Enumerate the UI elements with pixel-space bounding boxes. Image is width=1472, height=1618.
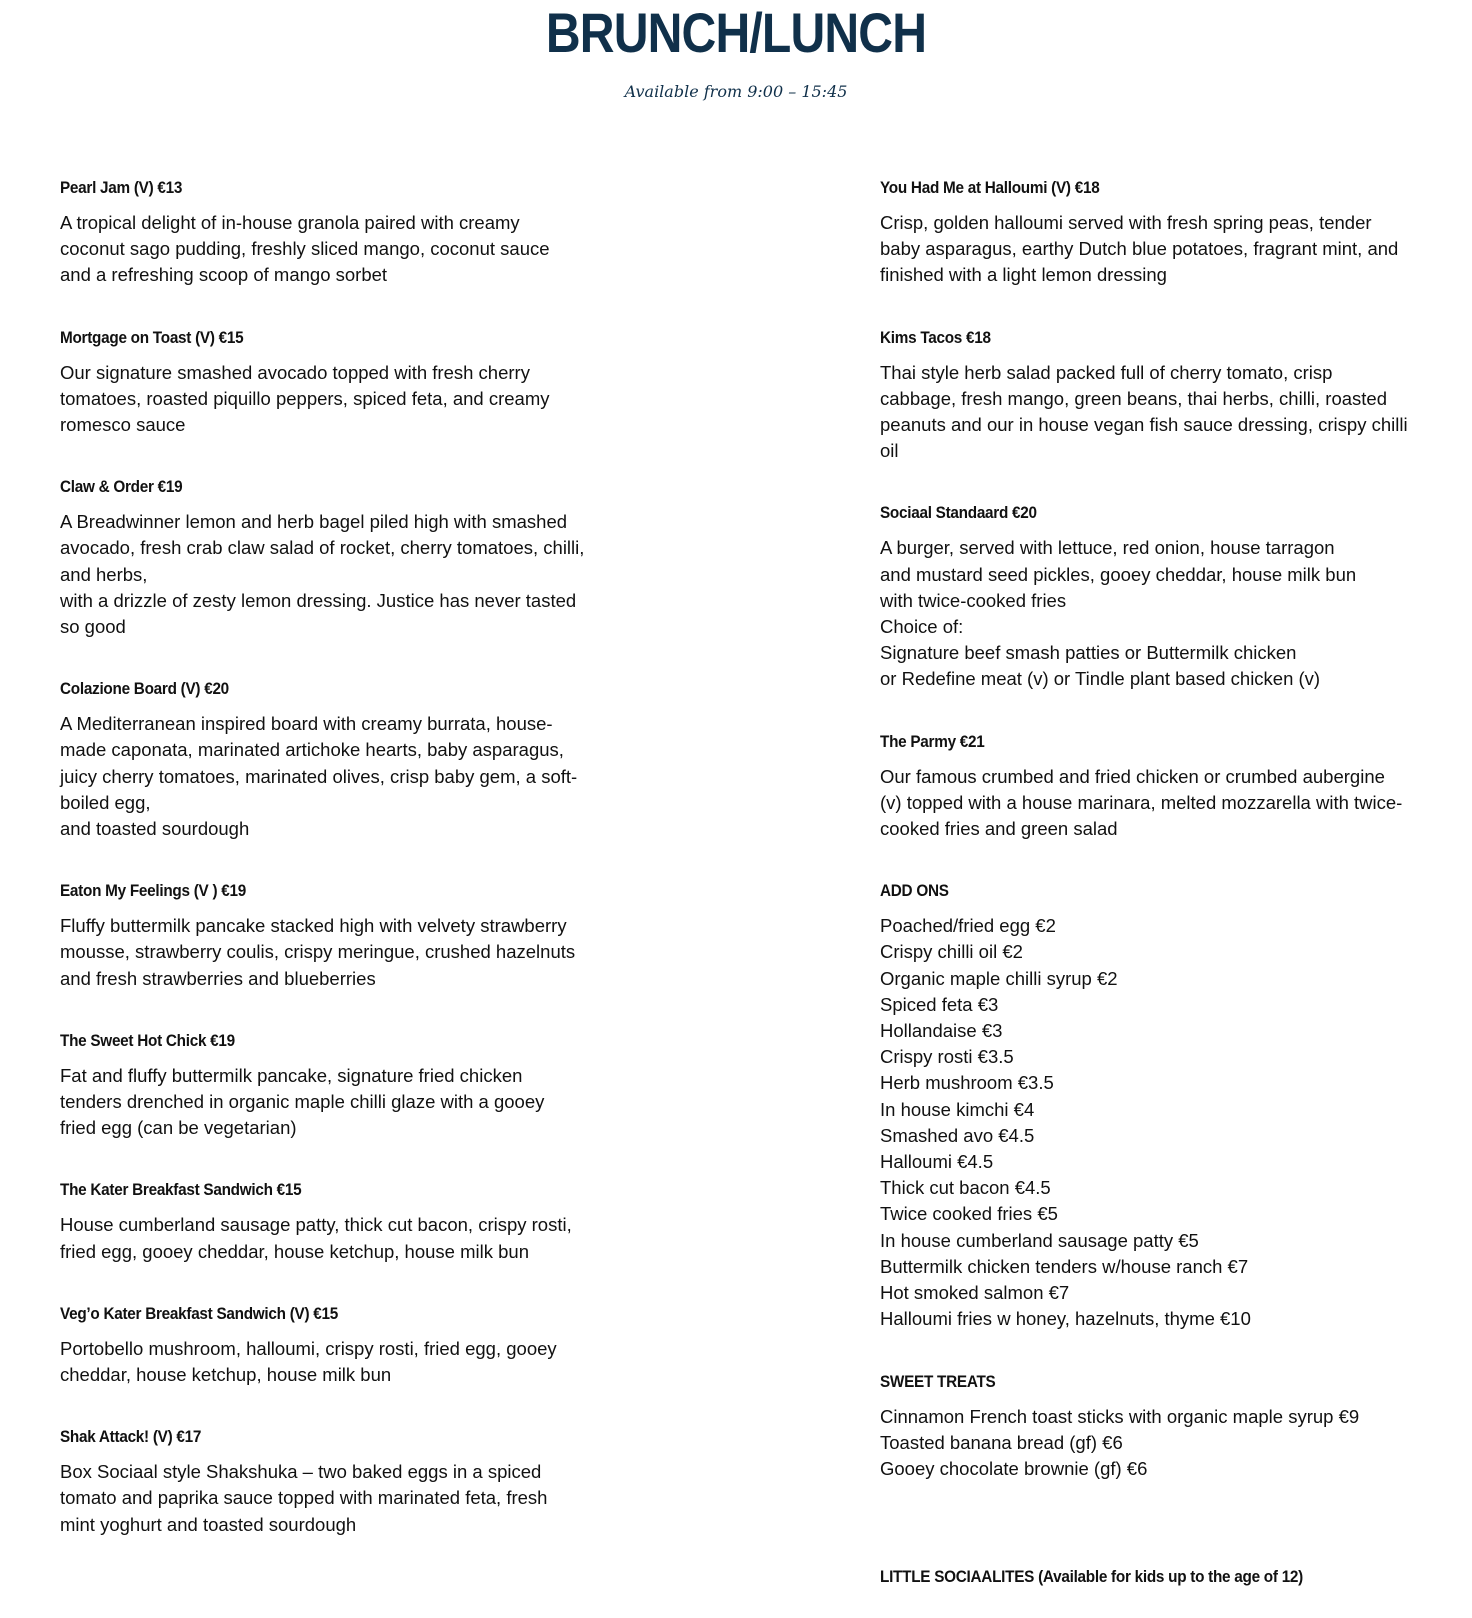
description-line: with twice-cooked fries [880,589,1067,611]
description-line: cabbage, fresh mango, green beans, thai herbs, chilli, roasted [880,387,1388,409]
description-line: cooked fries and green salad [880,818,1118,840]
description-line: fried egg, gooey cheddar, house ketchup, house milk bun [60,1240,529,1262]
menu-item-name: ADD ONS [880,881,949,901]
menu-item-name: LITTLE SOCIAALITES (Available for kids up to the age of 12) [880,1567,1303,1587]
description-line: or Redefine meat (v) or Tindle plant based chicken (v) [880,668,1321,690]
menu-item-description [880,764,1440,843]
description-line: and toasted sourdough [60,818,250,840]
menu-item-name: Claw & Order €19 [60,477,183,497]
description-line: Halloumi fries w honey, hazelnuts, thyme €10 [880,1308,1251,1330]
description-line: fried egg (can be vegetarian) [60,1117,297,1139]
description-line: juicy cherry tomatoes, marinated olives, crisp baby gem, a soft- [60,765,578,787]
page-title: BRUNCH/LUNCH [545,1,927,64]
menu-item-description [60,1212,600,1264]
menu-item [880,1566,1440,1599]
menu-item-description [60,913,600,992]
description-line: Smashed avo €4.5 [880,1124,1035,1146]
description-line: Buttermilk chicken tenders w/house ranch €7 [880,1255,1249,1277]
availability-subtitle: Available from 9:00 – 15:45 [624,82,848,101]
menu-item [880,731,1440,843]
menu-item-name: The Sweet Hot Chick €19 [60,1030,235,1050]
menu-item-description [60,1336,600,1388]
menu-item-name: Mortgage on Toast (V) €15 [60,327,244,347]
menu-item-name: Veg’o Kater Breakfast Sandwich (V) €15 [60,1303,339,1323]
menu-item-name: You Had Me at Halloumi (V) €18 [880,178,1100,197]
description-line: with a drizzle of zesty lemon dressing. Justice has never tasted [60,589,577,611]
menu-item-name: SWEET TREATS [880,1371,996,1391]
description-line: peanuts and our in house vegan fish sauce dressing, crispy chilli [880,414,1408,436]
description-line: oil [880,440,899,462]
description-line: tenders drenched in organic maple chilli glaze with a gooey [60,1091,545,1113]
menu-item [60,1426,600,1538]
menu-item-name: Sociaal Standaard €20 [880,503,1037,523]
description-line: avocado, fresh crab claw salad of rocket, cherry tomatoes, chilli, [60,537,585,559]
description-line: boiled egg, [60,791,151,813]
description-line: tomatoes, roasted piquillo peppers, spiced feta, and creamy [60,387,550,409]
menu-item [880,880,1440,1332]
menu-item [880,502,1440,692]
description-line: Halloumi €4.5 [880,1151,994,1173]
menu-item-description [60,210,600,289]
description-line: Signature beef smash patties or Buttermilk chicken [880,642,1297,664]
menu-item [60,880,600,992]
description-line: and fresh strawberries and blueberries [60,967,376,989]
description-line: Thick cut bacon €4.5 [880,1177,1051,1199]
menu-item [60,678,600,842]
menu-item-description [60,360,600,439]
menu-item-name: Shak Attack! (V) €17 [60,1427,202,1447]
description-line: coconut sago pudding, freshly sliced mango, coconut sauce [60,238,550,260]
menu-item [60,1179,600,1264]
description-line: and mustard seed pickles, gooey cheddar, house milk bun [880,563,1357,585]
menu-item-name: Eaton My Feelings (V ) €19 [60,881,246,901]
menu-item [60,327,600,439]
description-line: baby asparagus, earthy Dutch blue potatoes, fragrant mint, and [880,238,1399,260]
menu-item [880,327,1440,465]
menu-item [880,1371,1440,1483]
description-line: finished with a light lemon dressing [880,264,1167,286]
menu-item-description [880,913,1440,1332]
description-line: tomato and paprika sauce topped with marinated feta, fresh [60,1487,548,1509]
description-line: In house cumberland sausage patty €5 [880,1229,1199,1251]
description-line: A tropical delight of in-house granola paired with creamy [60,212,520,233]
menu-item-description [880,1404,1440,1483]
description-line: Fluffy buttermilk pancake stacked high with velvety strawberry [60,915,567,937]
description-line: and a refreshing scoop of mango sorbet [60,264,388,286]
right-menu-column [880,139,1440,1599]
menu-item-description [60,711,600,842]
description-line: Cinnamon French toast sticks with organic maple syrup €9 [880,1405,1360,1427]
description-line: Choice of: [880,616,964,638]
description-line: Box Sociaal style Shakshuka – two baked eggs in a spiced [60,1461,542,1483]
menu-item-description [880,360,1440,465]
description-line: Crispy chilli oil €2 [880,941,1023,963]
description-line: mousse, strawberry coulis, crispy meringue, crushed hazelnuts [60,941,576,963]
left-menu-column [60,139,600,1538]
description-line: Gooey chocolate brownie (gf) €6 [880,1457,1148,1479]
description-line: A burger, served with lettuce, red onion, house tarragon [880,537,1335,559]
menu-item [880,177,1440,289]
description-line: made caponata, marinated artichoke hearts, baby asparagus, [60,739,564,761]
description-line: House cumberland sausage patty, thick cut bacon, crispy rosti, [60,1214,572,1236]
menu-item-name: Kims Tacos €18 [880,327,991,347]
menu-item [60,1303,600,1388]
menu-item-description [60,1063,600,1142]
menu-item-description [880,210,1440,289]
description-line: In house kimchi €4 [880,1098,1035,1120]
description-line: and herbs, [60,563,148,585]
description-line: A Breadwinner lemon and herb bagel piled high with smashed [60,511,568,533]
menu-item [60,476,600,640]
menu-item [60,1030,600,1142]
description-line: cheddar, house ketchup, house milk bun [60,1364,392,1386]
description-line: Our famous crumbed and fried chicken or crumbed aubergine [880,765,1385,787]
menu-item-name: The Kater Breakfast Sandwich €15 [60,1180,302,1200]
description-line: Herb mushroom €3.5 [880,1072,1054,1094]
description-line: A Mediterranean inspired board with creamy burrata, house- [60,713,553,735]
description-line: mint yoghurt and toasted sourdough [60,1513,357,1535]
description-line: Thai style herb salad packed full of cherry tomato, crisp [880,361,1333,383]
description-line: Hollandaise €3 [880,1020,1003,1042]
menu-item-description [60,509,600,640]
description-line: Toasted banana bread (gf) €6 [880,1431,1123,1453]
menu-item-description [60,1459,600,1538]
menu-item-description [880,535,1440,692]
description-line: Spiced feta €3 [880,993,999,1015]
description-line: (v) topped with a house marinara, melted mozzarella with twice- [880,791,1403,813]
description-line: Poached/fried egg €2 [880,915,1056,937]
description-line: Twice cooked fries €5 [880,1203,1058,1225]
menu-item-name: Colazione Board (V) €20 [60,679,229,699]
menu-item-name: Pearl Jam (V) €13 [60,178,183,197]
description-line: Organic maple chilli syrup €2 [880,967,1118,989]
description-line: romesco sauce [60,414,186,436]
menu-item [60,177,600,289]
description-line: Fat and fluffy buttermilk pancake, signature fried chicken [60,1064,523,1086]
description-line: Hot smoked salmon €7 [880,1282,1070,1304]
description-line: so good [60,616,126,638]
description-line: Crisp, golden halloumi served with fresh spring peas, tender [880,212,1372,233]
description-line: Our signature smashed avocado topped with fresh cherry [60,361,530,383]
description-line: Crispy rosti €3.5 [880,1046,1014,1068]
description-line: Portobello mushroom, halloumi, crispy rosti, fried egg, gooey [60,1337,557,1359]
menu-item-name: The Parmy €21 [880,731,985,751]
